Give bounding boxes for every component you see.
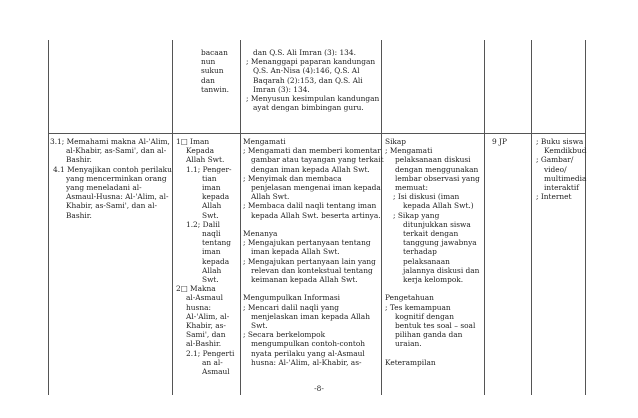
text-line: ; Secara berkelompok [243, 330, 326, 340]
text-line: ; Mencari dalil naqli yang [243, 302, 339, 312]
assessment-cell [385, 137, 480, 367]
text-line: tanwin. [201, 84, 229, 94]
text-line: bentuk tes soal – soal [395, 321, 476, 331]
text-line: Sami', dan [186, 330, 226, 340]
text-line: nun [201, 57, 216, 67]
text-line: bacaan [201, 48, 228, 57]
text-line: Swt. [251, 321, 268, 331]
text-line: kepada Allah Swt.) [403, 201, 474, 211]
text-line: ; Tes kemampuan [385, 302, 451, 312]
text-line: 4.1 Menyajikan contoh perilaku [53, 164, 172, 174]
column-divider [531, 40, 532, 395]
spacer-line [243, 220, 384, 229]
text-line: Allah Swt. [251, 192, 290, 202]
text-line: ; Membaca dalil naqli tentang iman [243, 201, 377, 211]
text-line: kerja kelompok. [403, 275, 464, 285]
text-line: Allah Swt. [186, 155, 225, 165]
text-line: 2□ Makna [176, 284, 216, 294]
text-line: ayat dengan bimbingan guru. [253, 103, 364, 113]
text-line: Q.S. An-Nisa (4):146, Q.S. Al [253, 66, 360, 76]
time-allocation-cell [492, 137, 507, 146]
text-line: ; Mengajukan pertanyaan tentang [243, 238, 371, 248]
text-line: Swt. [202, 275, 219, 285]
section-heading: Sikap [385, 137, 407, 146]
text-line: ; Buku siswa [536, 137, 584, 146]
text-line: Asmaul-Husna: Al-'Alim, al- [66, 192, 169, 202]
material-cell [176, 137, 234, 376]
text-line: penjelasan mengenai iman kepada [251, 183, 381, 193]
text-line: Allah [202, 265, 222, 275]
text-line: uraian. [395, 339, 422, 349]
text-line: 2.1; Pengerti [186, 348, 235, 358]
text-line: yang meneladani al- [66, 183, 142, 193]
text-line: 1.1; Penger- [186, 164, 232, 174]
text-line: Bashir. [66, 210, 92, 220]
spacer-line [385, 284, 480, 293]
column-divider [172, 40, 173, 395]
text-line: husna: [186, 302, 211, 312]
text-line: pelaksanaan diskusi [395, 155, 471, 165]
text-line: nyata perilaku yang al-Asmaul [251, 348, 365, 358]
text-line: Imran (3): 134. [253, 84, 310, 94]
text-line: Kepada [186, 146, 214, 156]
text-line: dengan menggunakan [395, 164, 479, 174]
resources-cell [536, 137, 587, 201]
text-line: ; Mengajukan pertanyaan lain yang [243, 256, 376, 266]
text-line: Khabir, as-Sami', dan al- [66, 201, 157, 211]
spacer-line [243, 284, 384, 293]
section-heading: Mengamati [243, 137, 286, 146]
text-line: 1.2; Dalil [186, 219, 221, 229]
text-line: ditunjukkan siswa [403, 219, 471, 229]
text-line: sukun [201, 66, 224, 76]
text-line: ; Menyimak dan membaca [243, 173, 342, 183]
text-line: naqli [202, 229, 221, 239]
time-allocation: 9 JP [492, 137, 507, 146]
text-line: 1□ Iman [176, 137, 210, 146]
text-line: ; Sikap yang [393, 210, 440, 220]
section-heading: Mengumpulkan Informasi [243, 293, 341, 303]
section-heading: Menanya [243, 229, 278, 239]
text-line: Al-'Alim, al- [186, 311, 230, 321]
text-line: tian [202, 173, 217, 183]
text-line: ; Menanggapi paparan kandungan [246, 57, 376, 67]
text-line: menjelaskan iman kepada Allah [251, 311, 370, 321]
section-heading: Keterampilan [385, 357, 436, 367]
text-line: Khabir, as- [186, 321, 226, 331]
text-line: dan [201, 75, 215, 85]
text-line: ; Internet [536, 192, 572, 202]
text-line: an al- [202, 357, 223, 367]
section-heading: Pengetahuan [385, 293, 434, 303]
text-line: video/ [544, 164, 567, 174]
text-line: ; Mengamati [385, 146, 433, 156]
text-line: tanggung jawabnya [403, 238, 477, 248]
text-line: gambar atau tayangan yang terkait [251, 155, 384, 165]
text-line: 3.1; Memahami makna Al-'Alim, [50, 137, 170, 146]
page-number: -8- [314, 384, 324, 393]
text-line: memuat: [395, 183, 429, 193]
text-line: iman kepada Allah Swt. [251, 247, 340, 257]
text-line: mengumpulkan contoh-contoh [251, 339, 366, 349]
text-line: lembar observasi yang [395, 173, 480, 183]
text-line: Swt. [202, 210, 219, 220]
column-divider [484, 40, 485, 395]
row-divider [48, 133, 586, 134]
text-line: Asmaul [202, 367, 230, 377]
text-line: Baqarah (2):153, dan Q.S. Ali [253, 75, 363, 85]
column-divider [240, 40, 241, 395]
table-border-left [48, 40, 49, 395]
text-line: ; Mengamati dan memberi komentar [243, 146, 381, 156]
text-line: dan Q.S. Ali Imran (3): 134. [253, 48, 356, 57]
text-line: al-Bashir. [186, 339, 222, 349]
text-line: ; Gambar/ [536, 155, 574, 165]
text-line: multimedia [544, 173, 587, 183]
text-line: pelaksanaan [403, 256, 450, 266]
text-line: yang mencerminkan orang [66, 173, 167, 183]
text-line: iman [202, 247, 221, 257]
row1-activities-cell [246, 48, 379, 112]
text-line: jalannya diskusi dan [403, 265, 480, 275]
text-line: interaktif [544, 183, 579, 193]
text-line: terhadap [403, 247, 437, 257]
text-line: al-Asmaul [186, 293, 223, 303]
text-line: kognitif dengan [395, 311, 454, 321]
text-line: Kemdikbud [544, 146, 587, 156]
text-line: husna: Al-'Alim, al-Khabir, as- [251, 357, 362, 367]
text-line: dengan iman kepada Allah Swt. [251, 164, 370, 174]
text-line: kepada [202, 256, 230, 266]
spacer-line [385, 349, 480, 358]
text-line: Allah [202, 201, 222, 211]
text-line: relevan dan kontekstual tentang [251, 265, 373, 275]
text-line: ; Isi diskusi (iman [393, 192, 460, 202]
text-line: keimanan kepada Allah Swt. [251, 275, 358, 285]
competency-cell [50, 137, 172, 220]
text-line: ; Menyusun kesimpulan kandungan [246, 94, 380, 104]
text-line: kepada [202, 192, 230, 202]
text-line: al-Khabir, as-Sami', dan al- [66, 146, 167, 156]
text-line: terkait dengan [403, 229, 459, 239]
text-line: iman [202, 183, 221, 193]
row1-material-cell [201, 48, 229, 94]
text-line: kepada Allah Swt. beserta artinya. [251, 210, 381, 220]
text-line: Bashir. [66, 155, 92, 165]
text-line: tentang [202, 238, 231, 248]
activities-cell [243, 137, 384, 367]
table-border-right [585, 40, 586, 395]
text-line: pilihan ganda dan [395, 330, 463, 340]
